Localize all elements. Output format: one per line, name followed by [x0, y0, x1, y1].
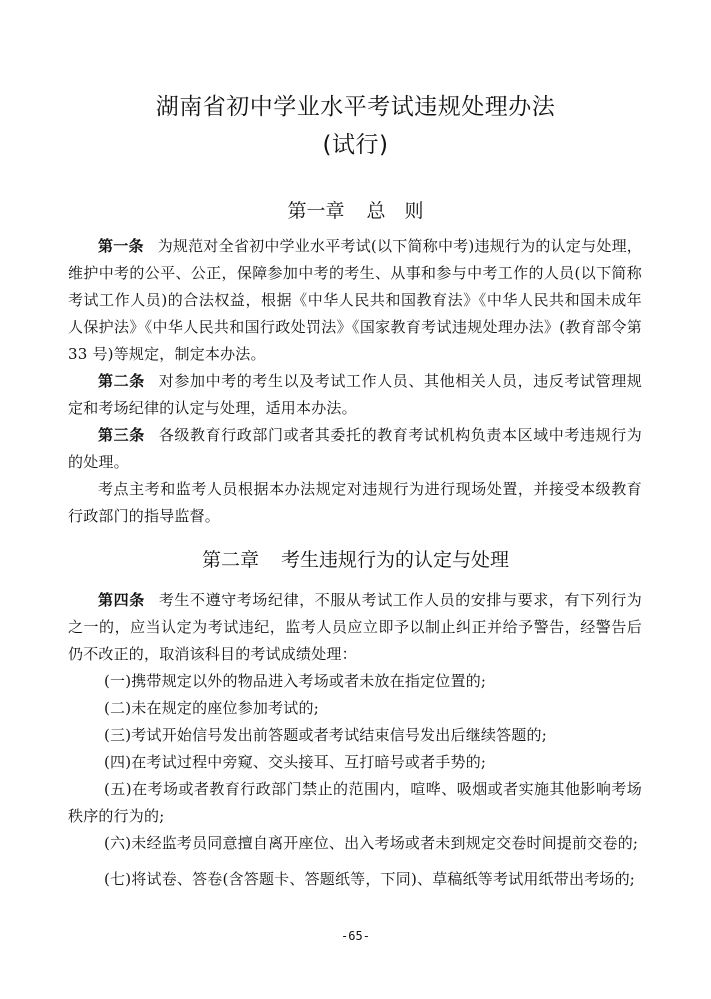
list-item: (六)未经监考员同意擅自离开座位、出入考场或者未到规定交卷时间提前交卷的;	[104, 834, 639, 852]
article-3-paragraph: 考点主考和监考人员根据本办法规定对违规行为进行现场处置，并接受本级教育行政部门的指导监督。	[68, 480, 642, 525]
list-item: (四)在考试过程中旁窥、交头接耳、互打暗号或者手势的;	[104, 753, 487, 771]
document-title: 湖南省初中学业水平考试违规处理办法	[155, 94, 556, 120]
article-text: 考生不遵守考场纪律，不服从考试工作人员的安排与要求，有下列行为之一的，应当认定为考试违纪，监考人员应立即予以制止纠正并给予警告，经警告后仍不改正的，取消该科目的考试成绩处理：	[68, 591, 642, 663]
article-1	[68, 233, 642, 368]
chapter-number: 第一章	[287, 200, 345, 222]
list-item: (五)在考场或者教育行政部门禁止的范围内，喧哗、吸烟或者实施其他影响考场秩序的行为的;	[68, 780, 642, 825]
chapter-number: 第二章	[201, 549, 259, 571]
list-item: (三)考试开始信号发出前答题或者考试结束信号发出后继续答题的;	[104, 726, 547, 744]
article-text: 为规范对全省初中学业水平考试(以下简称中考)违规行为的认定与处理，维护中考的公平、公正，保障参加中考的考生、从事和参与中考工作的人员(以下简称考试工作人员)的合法权益，根据《中华人民共和国教育法》《中华人民共和国未成年人保护法》《中华人民共和国行政处罚法》《国家教育考试违规处理办法》(教育部令第 33 号)等规定，制定本办法。	[68, 237, 642, 363]
list-item: (二)未在规定的座位参加考试的;	[104, 699, 319, 717]
chapter-heading-1	[0, 198, 711, 224]
article-4	[68, 587, 642, 668]
chapter-name: 总 则	[366, 200, 424, 222]
list-item: (七)将试卷、答卷(含答题卡、答题纸等，下同)、草稿纸等考试用纸带出考场的;	[104, 870, 636, 888]
chapter-name: 考生违规行为的认定与处理	[281, 549, 510, 571]
list-item: (一)携带规定以外的物品进入考场或者未放在指定位置的;	[104, 672, 487, 690]
article-label: 第二条	[98, 372, 145, 390]
article-text: 对参加中考的考生以及考试工作人员、其他相关人员，违反考试管理规定和考场纪律的认定与处理，适用本办法。	[68, 372, 642, 417]
chapter-heading-2	[0, 547, 711, 573]
article-label: 第一条	[98, 237, 144, 255]
article-label: 第三条	[98, 426, 145, 444]
article-text: 各级教育行政部门或者其委托的教育考试机构负责本区域中考违规行为的处理。	[68, 426, 642, 471]
page-number: -65-	[341, 929, 370, 943]
article-2	[68, 368, 642, 422]
article-label: 第四条	[98, 591, 145, 609]
document-subtitle: (试行)	[322, 132, 389, 158]
article-3	[68, 422, 642, 476]
